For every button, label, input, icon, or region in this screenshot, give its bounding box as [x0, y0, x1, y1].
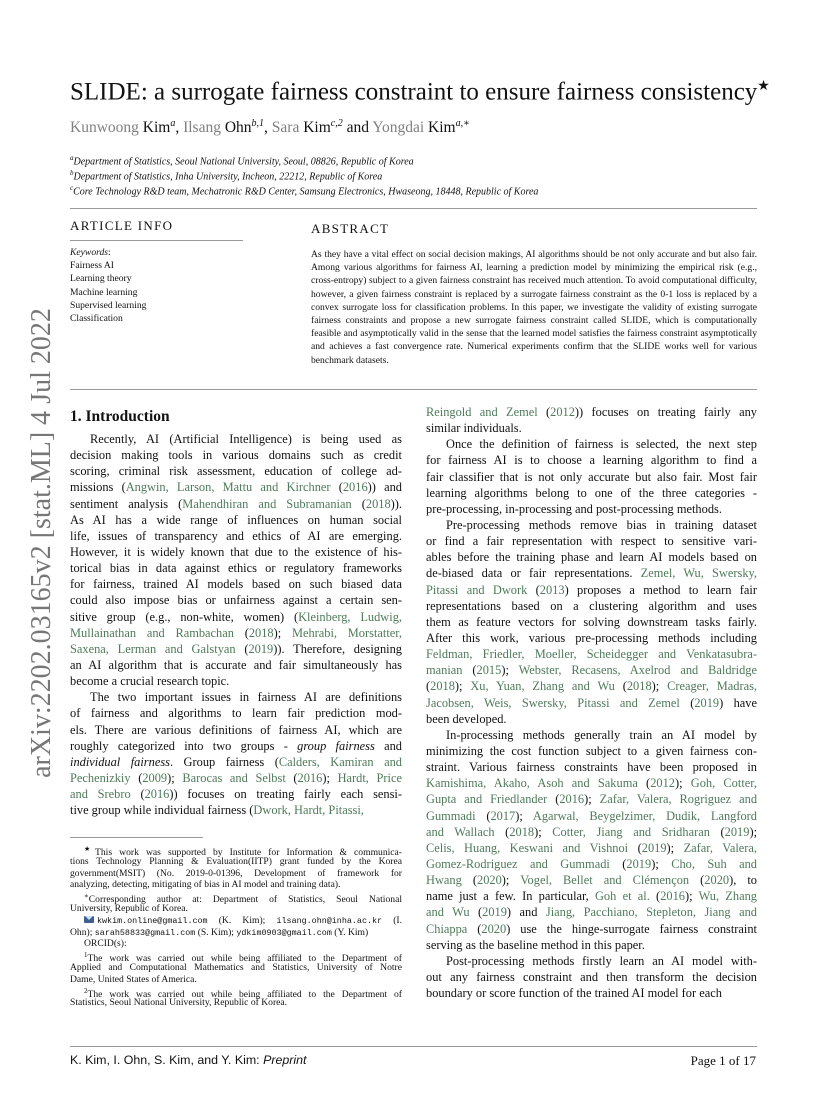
text-line: Saxena, Lerman and Galstyan (2019)). Therefore, designing [70, 641, 402, 656]
text-line: Once the definition of fairness is selected, the next step [446, 437, 757, 452]
citation-link[interactable]: and Srebro [70, 787, 131, 802]
text-line: In-processing methods generally train an AI model by [446, 727, 757, 742]
footnote-line: $^2$The work was carried out while being affiliated to the Department of [84, 986, 402, 1000]
citation-link[interactable]: Pitassi and Dwork [426, 582, 528, 597]
footnotes [70, 844, 402, 1009]
footnote-line: ORCID(s): [84, 938, 127, 950]
text-line: Pechenizkiy (2009); Barocas and Selbst (2016); Hardt, Price [70, 770, 402, 785]
citation-link[interactable]: 2018 [430, 679, 455, 694]
citation-link[interactable]: 2019 [694, 695, 720, 710]
text-line: tive group while individual fairness (Dwork, Hardt, Pitassi, [70, 803, 364, 818]
keywords-block: Keywords: Fairness AI Learning theory Machine learning Supervised learning Classification [70, 246, 250, 325]
citation-link[interactable]: Goh, Cotter, [690, 776, 757, 791]
footnote-line: Dame, United States of America. [70, 973, 197, 985]
affiliation-b: $^b$Department of Statistics, Inha University, Incheon, 22212, Republic of Korea [70, 169, 383, 183]
text-line: Post-processing methods firstly learn an AI model with- [446, 953, 757, 968]
author-conjunction: and [346, 119, 369, 137]
email-address[interactable]: ilsang.ohn@inha.ac.kr [276, 915, 383, 926]
footnote-line: tions Technology Planning & Evaluation(IITP) grant funded by the Korea [70, 855, 402, 867]
citation-link[interactable]: Mullainathan and Rambachan [70, 625, 234, 640]
text-line: The two important issues in fairness AI are definitions [90, 690, 402, 705]
text-line: serving as the baseline method in this paper. [426, 937, 645, 952]
citation-link[interactable]: and Wallach [426, 824, 495, 839]
citation-link[interactable]: Zafar, Valera, Rogriguez and [599, 792, 758, 807]
citation-link[interactable]: 2019 [248, 641, 274, 656]
page-number: Page 1 of 17 [690, 1053, 756, 1068]
citation-link[interactable]: Agarwal, Beygelzimer, Dudik, Langford [532, 808, 757, 823]
text-line: els. There are various definitions of fairness AI, which are [70, 722, 402, 737]
citation-link[interactable]: Kamishima, Akaho, Asoh and Sakuma [426, 776, 638, 791]
author-name: Kunwoong Kim$^a$ [70, 118, 176, 137]
text-line: scoring, criminal risk assessment, education of college ad- [70, 464, 402, 479]
citation-link[interactable]: Reingold and Zemel [426, 405, 538, 419]
footnote-rule [70, 837, 203, 838]
citation-link[interactable]: Goh et al. [594, 889, 650, 904]
citation-link[interactable]: Angwin, Larson, Mattu and Kirchner [125, 480, 331, 495]
footnote-line: University, Republic of Korea. [70, 902, 188, 914]
email-address[interactable]: ydkim0903@gmail.com [236, 927, 332, 938]
text-line: roughly categorized into two groups - group fairness and [70, 738, 402, 753]
citation-link[interactable]: Cotter, Jiang and Sridharan [552, 824, 710, 839]
footnote-line: Applied and Computational Mathematics and Statistics, University of Notre [70, 961, 402, 973]
text-line: individual fairness. Group fairness (Calders, Kamiran and [70, 754, 402, 769]
citation-link[interactable]: 2018 [365, 496, 391, 511]
text-line: representations based on a clustering algorithm and uses [426, 598, 757, 613]
citation-link[interactable]: 2016 [297, 770, 323, 785]
text-line: become a crucial research topic. [70, 674, 230, 689]
text-line [426, 646, 757, 662]
text-line: As AI has a wide range of influences on human social [70, 512, 402, 527]
text-line: for fairness AI is to choose a learning algorithm to find a [426, 453, 757, 468]
citation-link[interactable]: 2018 [248, 625, 274, 640]
citation-link[interactable]: 2012 [650, 776, 675, 791]
text-line: could also impose bias or unfairness against a certain sen- [70, 593, 402, 608]
keyword: Learning theory [70, 273, 132, 285]
citation-link[interactable]: manian [426, 663, 463, 678]
footnote-line: $^1$The work was carried out while being affiliated to the Department of [84, 951, 402, 965]
citation-link[interactable]: Kleinberg, Ludwig, [298, 609, 402, 624]
citation-link[interactable]: 2016 [559, 792, 585, 807]
text-line: Celis, Huang, Keswani and Vishnoi (2019); Zafar, Valera, [426, 840, 757, 855]
footnote-line: Ohn); sarah58833@gmail.com (S. Kim); ydkim0903@gmail.com (Y. Kim) [70, 926, 369, 938]
citation-link[interactable]: Saxena, Lerman and Galstyan [70, 641, 236, 656]
text-line: of fairness and algorithms to learn fair prediction mod- [70, 706, 402, 721]
abstract-rule [70, 389, 757, 390]
citation-link[interactable]: Barocas and Selbst [182, 770, 286, 785]
text-line: Mullainathan and Rambachan (2018); Mehrabi, Morstatter, [70, 625, 402, 640]
citation-link[interactable]: 2018 [626, 679, 652, 694]
citation-link[interactable]: Mehrabi, Morstatter, [291, 625, 402, 640]
text-line: sitive group (e.g., non-white, women) (Kleinberg, Ludwig, [70, 609, 402, 624]
text-line: Gummadi (2017); Agarwal, Beygelzimer, Dudik, Langford [426, 808, 757, 823]
keyword: Machine learning [70, 286, 138, 298]
citation-link[interactable]: Wu, Zhang [698, 889, 757, 904]
text-line: fair classifier that is not only accurate but also fair. Most fair [426, 469, 757, 484]
abstract-heading: ABSTRACT [311, 221, 390, 236]
citation-link[interactable]: 2020 [477, 873, 502, 888]
section-heading-introduction: 1. Introduction [70, 408, 170, 425]
citation-link[interactable]: Hwang [426, 873, 462, 888]
text-line: decision making tools in various domains such as credit [70, 448, 402, 463]
text-line: life, issues of transparency and ethics of AI are emerging. [70, 528, 402, 543]
text-line: Gomez-Rodriguez and Gummadi (2019); Cho, Suh and [426, 856, 757, 871]
article-info-rule [70, 240, 243, 241]
citation-link[interactable]: Jiang, Pacchiano, Stepleton, Jiang and [545, 905, 757, 920]
text-line: straint. Various fairness constraints have been proposed in [426, 760, 757, 775]
citation-link[interactable]: 2009 [142, 770, 168, 785]
title-footnote-mark: ★ [757, 79, 770, 94]
text-line: manian (2015); Webster, Recasens, Axelrod and Baldridge [426, 663, 757, 678]
citation-link[interactable]: Cho, Suh and [671, 856, 757, 871]
text-line: and Wu (2019) and Jiang, Pacchiano, Stepleton, Jiang and [426, 905, 757, 920]
citation-link[interactable]: 2019 [482, 905, 507, 920]
text-line: Kamishima, Akaho, Asoh and Sakuma (2012); Goh, Cotter, [426, 776, 757, 791]
affiliation-a: $^a$Department of Statistics, Seoul National University, Seoul, 08826, Republic of Korea [70, 154, 414, 168]
citation-link[interactable]: Mahendhiran and Subramanian [182, 496, 352, 511]
citation-link[interactable]: 2019 [626, 856, 652, 871]
text-line: Reingold and Zemel (2012)) focuses on treating fairly any [426, 405, 757, 419]
text-line: for fairness, trained AI models based on such biased data [70, 577, 402, 592]
citation-link[interactable]: Gupta and Friedlander [426, 792, 548, 807]
citation-link[interactable]: Chiappa [426, 921, 468, 936]
citation-link[interactable]: 2018 [509, 824, 535, 839]
text-line: and Wallach (2018); Cotter, Jiang and Sridharan (2019); [426, 824, 758, 839]
text-line: minimizing the cost function subject to a given fairness con- [426, 743, 757, 758]
right-column-body [426, 404, 757, 1001]
text-line: missions (Angwin, Larson, Mattu and Kirchner (2016)) and [70, 480, 402, 495]
text-line: them as feature vectors for solving downstream tasks fairly. [426, 614, 757, 629]
text-line: ables before the training phase and learn AI models based on [426, 550, 757, 565]
keyword: Fairness AI [70, 260, 114, 272]
footer-rule [70, 1046, 757, 1047]
text-line: similar individuals. [426, 421, 522, 436]
text-line: been developed. [426, 711, 507, 726]
citation-link[interactable]: 2012 [550, 405, 575, 419]
footnote-line: analyzing, detecting, mitigating of bias in AI model and training data). [70, 879, 341, 891]
citation-link[interactable]: Dwork, Hardt, Pitassi, [253, 803, 364, 818]
citation-link[interactable]: Xu, Yuan, Zhang and Wu [470, 679, 615, 694]
text-line: or find a fair representation with respect to sensitive vari- [426, 534, 757, 549]
article-info-heading: ARTICLE INFO [70, 218, 174, 233]
citation-link[interactable]: 2019 [641, 840, 667, 855]
email-address[interactable]: sarah58833@gmail.com [94, 927, 196, 938]
text-line: torical bias in data against ethics or regulatory frameworks [70, 561, 402, 576]
text-line: However, it is widely known that due to the existence of his- [70, 544, 402, 559]
text-line: Chiappa (2020) use the hinge-surrogate fairness constraint [426, 921, 757, 936]
keywords-label: Keywords [70, 247, 109, 258]
paper-title: SLIDE: a surrogate fairness constraint to ensure fairness consistency★ [70, 78, 770, 106]
citation-link[interactable]: Pechenizkiy [70, 770, 131, 785]
citation-link[interactable]: Vogel, Bellet and Clémençon [520, 873, 690, 888]
citation-link[interactable]: Gummadi [426, 808, 476, 823]
text-line: and Srebro (2016)) focuses on treating fairly each sensi- [70, 787, 402, 802]
citation-link[interactable]: Feldman, Friedler, Moeller, Scheidegger and Venkatasubra- [426, 647, 757, 662]
citation-link[interactable]: 2015 [476, 663, 502, 678]
keyword: Classification [70, 313, 123, 325]
left-column-body [70, 431, 402, 818]
text-line: learning algorithms belong to one of the three categories - [426, 485, 757, 500]
text-line: Pre-processing methods remove bias in training dataset [446, 517, 757, 532]
citation-link[interactable]: 2017 [490, 808, 516, 823]
citation-link[interactable]: 2019 [724, 824, 750, 839]
text-line: name just a few. In particular, Goh et al. (2016); Wu, Zhang [426, 889, 757, 904]
abstract-text: As they have a vital effect on social decision makings, AI algorithms should be not only accurate and but also fair. Among various algorithms for fairness AI, learning a prediction model by minimizing the empirical risk (e.g., cross-entropy) subject to a given fairness constraint has received much attention. To avoid computational difficulty, however, a given fairness constraint is replaced by a surrogate fairness constraint as the 0-1 loss is replaced by a convex surrogate loss for classification problems. In this paper, we investigate the validity of existing surrogate fairness constraints and propose a new surrogate fairness constraint called SLIDE, which is computationally feasible and asymptotically valid in the sense that the learned model satisfies the fairness constraint asymptotically and achieves a fast convergence rate. Numerical experiments confirm that the SLIDE works well for various benchmark datasets. [311, 249, 757, 366]
text-line: (2018); Xu, Yuan, Zhang and Wu (2018); Creager, Madras, [426, 679, 758, 694]
text-line: pre-processing, in-processing and post-processing methods. [426, 501, 722, 516]
citation-link[interactable]: Jacobsen, Weis, Swersky, Pitassi and Zemel [426, 695, 680, 710]
footnote-line: ∗Corresponding author at: Department of Statistics, Seoul National [84, 892, 402, 906]
text-line: After this work, various pre-processing methods including [426, 630, 757, 645]
text-line: sentiment analysis (Mahendhiran and Subramanian (2018)). [70, 496, 403, 511]
citation-link[interactable]: Celis, Huang, Keswani and Vishnoi [426, 840, 629, 855]
text-line: de-biased data or fair representations. Zemel, Wu, Swersky, [426, 566, 758, 581]
citation-link[interactable]: Webster, Recasens, Axelrod and Baldridge [518, 663, 757, 678]
footnote-line: government(MSIT) (No. 2019-0-01396, Development of framework for [70, 867, 402, 879]
citation-link[interactable]: 2013 [539, 582, 565, 597]
text-line: Pitassi and Dwork (2013) proposes a method to learn fair [426, 582, 757, 597]
text-line: out any fairness constraint and then transform the decision [426, 969, 757, 984]
citation-link[interactable]: and Wu [426, 905, 470, 920]
header-rule [70, 208, 757, 209]
citation-link[interactable]: Zemel, Wu, Swersky, [640, 566, 758, 581]
text-line: an AI algorithm that is accurate and fair simultaneously has [70, 657, 402, 672]
text-line: Hwang (2020); Vogel, Bellet and Clémençon (2020), to [426, 873, 758, 888]
citation-link[interactable]: 2016 [660, 889, 685, 904]
text-line: boundary or score function of the trained AI model for each [426, 986, 722, 1001]
citation-link[interactable]: Creager, Madras, [667, 679, 758, 694]
author-name: Sara Kim$^{c,2}$ [271, 118, 343, 137]
citation-link[interactable]: 2020 [481, 921, 507, 936]
arxiv-sidebar-id: arXiv:2202.03165v2 [stat.ML] 4 Jul 2022 [26, 308, 57, 778]
citation-link[interactable]: Gomez-Rodriguez and Gummadi [426, 856, 610, 871]
citation-link[interactable]: Hardt, Price [337, 770, 402, 785]
citation-link[interactable]: 2020 [704, 873, 730, 888]
author-list: Kunwoong Kim$^a$, Ilsang Ohn$^{b,1}$, Sara Kim$^{c,2}$ and Yongdai Kim$^{a,∗}$ [70, 118, 470, 137]
text-line: Jacobsen, Weis, Swersky, Pitassi and Zemel (2019) have [426, 695, 757, 710]
email-address[interactable]: kwkim.online@gmail.com [97, 915, 208, 926]
keyword: Supervised learning [70, 299, 147, 311]
affiliation-c: $^c$Core Technology R&D team, Mechatronic R&D Center, Samsung Electronics, Hwaseong, 18448, Republic of Korea [70, 184, 539, 198]
citation-link[interactable]: 2016 [342, 480, 368, 495]
text-line: Recently, AI (Artificial Intelligence) is being used as [90, 432, 402, 446]
footnote-line: Statistics, Seoul National University, Republic of Korea. [70, 997, 288, 1009]
citation-link[interactable]: 2016 [144, 787, 170, 802]
author-name: Ilsang Ohn$^{b,1}$ [183, 118, 265, 137]
citation-link[interactable]: Zafar, Valera, [683, 840, 757, 855]
text-line: Gupta and Friedlander (2016); Zafar, Valera, Rogriguez and [426, 792, 758, 807]
author-name: Yongdai Kim$^{a,∗}$ [372, 118, 470, 137]
footnote-line: kwkim.online@gmail.com (K. Kim); ilsang.ohn@inha.ac.kr (I. [70, 915, 402, 927]
email-icon [84, 916, 94, 923]
citation-link[interactable]: Calders, Kamiran and [278, 754, 402, 769]
footnote-line: ★This work was supported by Institute for Information & communica- [84, 845, 402, 859]
running-footer: K. Kim, I. Ohn, S. Kim, and Y. Kim: Preprint [70, 1053, 307, 1067]
